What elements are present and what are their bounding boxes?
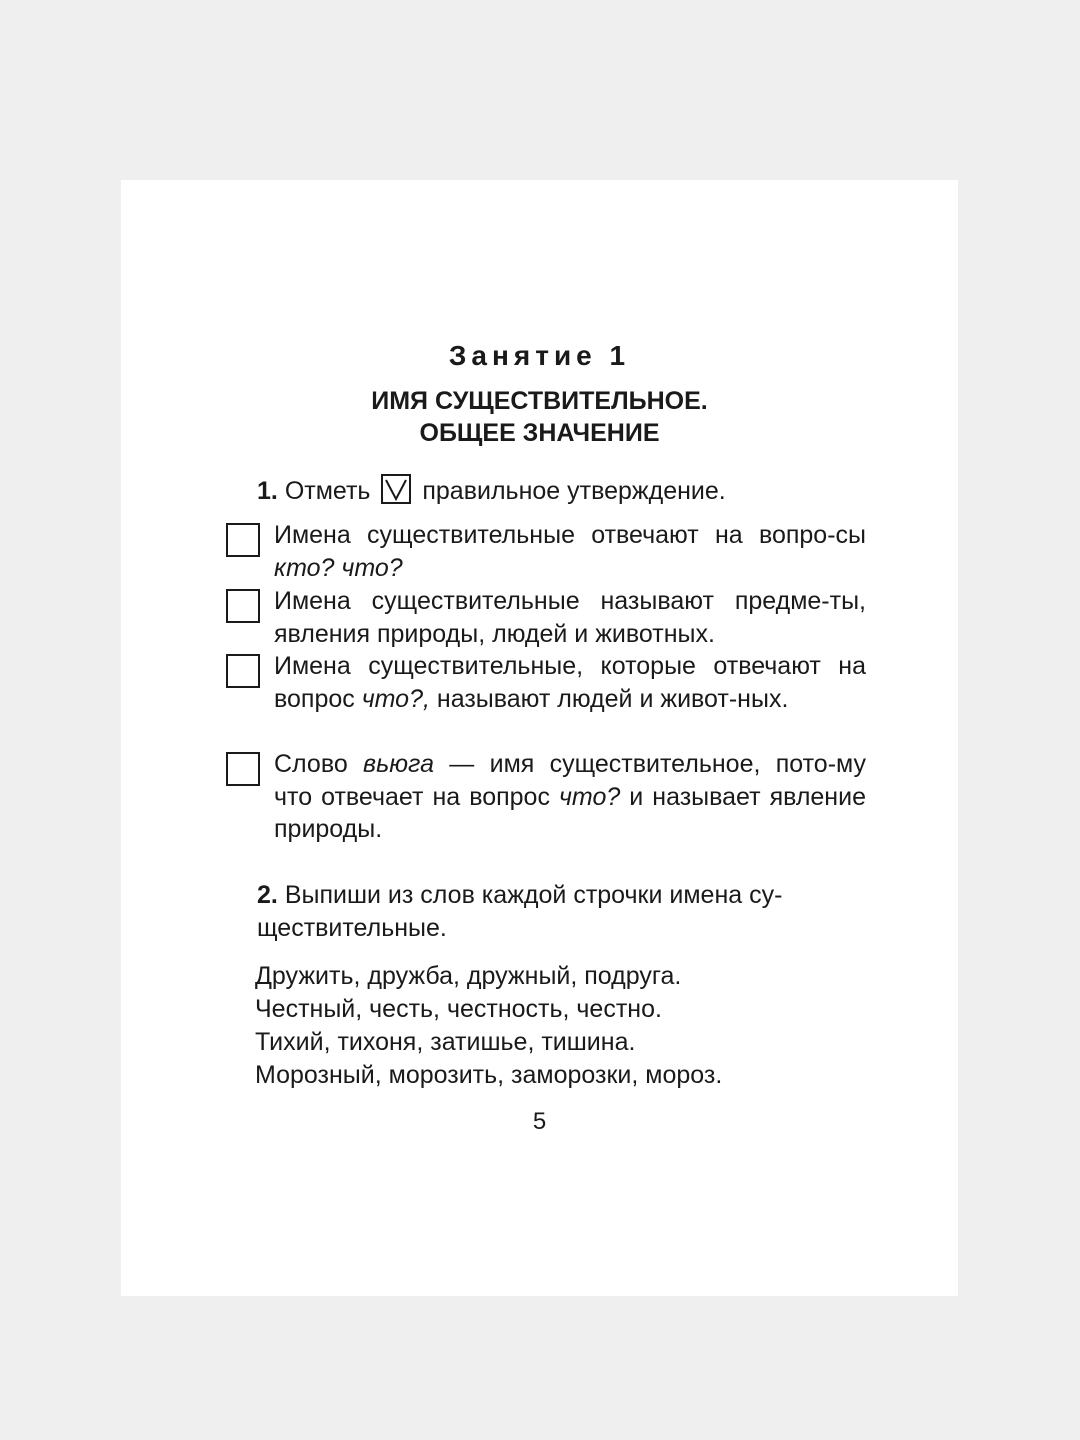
- task-1-option-4: [226, 748, 866, 846]
- workbook-page: [121, 180, 958, 1296]
- option-3-text: [274, 650, 866, 715]
- option-4-part-5: и называет явление природы.: [274, 782, 866, 843]
- page-number: 5: [532, 1108, 547, 1135]
- option-3-checkbox[interactable]: [226, 654, 260, 688]
- option-1-part-1: Имена существительные отвечают на вопро-сы: [274, 521, 866, 549]
- option-1-checkbox[interactable]: [226, 523, 260, 557]
- task-2-number: 2.: [257, 881, 278, 909]
- option-1-question-words: кто? что?: [274, 553, 403, 582]
- topic-line-2: ОБЩЕЕ ЗНАЧЕНИЕ: [419, 419, 660, 447]
- option-4-example-word: вьюга: [363, 750, 434, 778]
- option-4-checkbox[interactable]: [226, 752, 260, 786]
- option-4-question-word: что?: [558, 782, 621, 811]
- word-line-1: Дружить, дружба, дружный, подруга.: [255, 962, 682, 990]
- word-line-3: Тихий, тихоня, затишье, тишина.: [255, 1028, 636, 1056]
- word-line-2: Честный, честь, честность, честно.: [255, 995, 662, 1023]
- word-line-4: Морозный, морозить, заморозки, мороз.: [255, 1061, 723, 1089]
- option-3-part-3: называют людей и живот-ных.: [429, 684, 789, 713]
- task-1-instruction: [257, 473, 726, 509]
- option-3-part-1: Имена существительные, которые отвечают на вопрос: [274, 652, 866, 713]
- task-1-option-1: [226, 519, 866, 584]
- checkmark-example-icon: [381, 474, 411, 504]
- task-1-text-before: Отметь: [284, 477, 371, 505]
- topic-line-1: ИМЯ СУЩЕСТВИТЕЛЬНОЕ.: [371, 387, 708, 415]
- task-2-text: Выпиши из слов каждой строчки имена су-ществительные.: [257, 881, 783, 942]
- topic-heading: [121, 385, 958, 449]
- task-1-text-after: правильное утверждение.: [422, 477, 726, 505]
- option-2-text: [274, 585, 866, 650]
- task-2-word-lines: [255, 960, 722, 1092]
- task-2-instruction: [257, 879, 857, 945]
- task-1-option-3: [226, 650, 866, 715]
- option-4-text: [274, 748, 866, 846]
- task-1-option-2: [226, 585, 866, 650]
- option-4-part-1: Слово: [274, 750, 364, 778]
- lesson-title: Занятие 1: [448, 340, 631, 371]
- option-4-part-3: — имя существительное, пото-му что отвечает на вопрос: [274, 750, 866, 811]
- task-1-number: 1.: [257, 477, 278, 505]
- option-3-question-word: что?,: [361, 684, 430, 713]
- option-2-part-1: Имена существительные называют предме-ты, явления природы, людей и животных.: [274, 587, 866, 648]
- option-2-checkbox[interactable]: [226, 589, 260, 623]
- option-1-text: [274, 519, 866, 584]
